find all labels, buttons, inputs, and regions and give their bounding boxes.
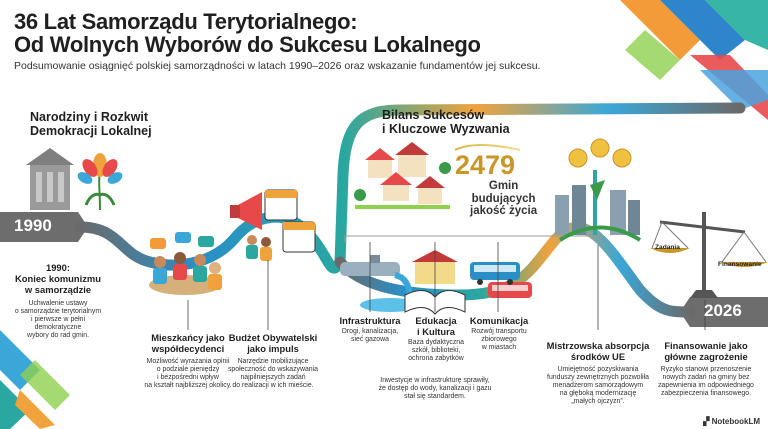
milestone-residents: Mieszkańcy jako współdecydenci Możliwość wyrażania opinii o podziale pieniędzy i bezpośredni wpływ na kształt najbliższej okolicy.	[144, 332, 232, 389]
corner-shapes-bottom-left	[0, 330, 70, 429]
stat-number: 2479	[455, 150, 516, 180]
eu-funds-city-icon	[555, 139, 640, 240]
brand-label: ▞ NotebookLM	[703, 417, 760, 426]
milestone-1990: 1990: Koniec komunizmu w samorządzie Uchwalenie ustawy o samorządzie terytorialnym i pierwsze w pełni demokratyczne wybory do rad gmin.	[14, 262, 102, 339]
corner-shapes-top-right	[620, 0, 768, 120]
milestone-eu-funds: Mistrzowska absorpcja środków UE Umiejętność pozyskiwania funduszy zewnętrznych pozwoliła menadżerom samorządowym na głęboką modernizację „małych ojczyzn”.	[546, 340, 650, 405]
section-heading-results: Bilans Sukcesów i Kluczowe Wyzwania	[382, 108, 510, 136]
town-houses-icon	[354, 142, 451, 209]
ruin-building-icon	[26, 148, 74, 210]
success-communication: Komunikacja Rozwój transportu zbiorowego w miastach	[469, 315, 529, 351]
milestone-financing-threat: Finansowanie jako główne zagrożenie Ryzyko stanowi przenoszenie nowych zadań na gminy bez zapewnienia im odpowiedniego zabezpieczenia finansowego.	[658, 340, 754, 397]
page-subtitle: Podsumowanie osiągnięć polskiej samorządności w latach 1990–2026 oraz wskazanie fundamentów jej sukcesu.	[14, 60, 541, 72]
page-title: 36 Lat Samorządu Terytorialnego: Od Wolnych Wyborów do Sukcesu Lokalnego	[14, 9, 481, 57]
stat-label: Gmin budujących jakość życia	[470, 180, 538, 217]
scale-label-tasks: Zadania	[655, 244, 680, 251]
scale-label-financing: Finansowanie	[718, 261, 762, 268]
year-end: 2026	[704, 301, 742, 320]
flower-icon	[76, 153, 125, 210]
community-group-icon	[246, 235, 272, 261]
year-start: 1990	[14, 216, 52, 235]
success-infrastructure: Infrastruktura Drogi, kanalizacja, sieć gazowa	[339, 315, 401, 343]
success-education: Edukacja i Kultura Baza dydaktyczna szkół, biblioteki, ochrona zabytków	[408, 315, 464, 362]
milestone-civic-budget: Budżet Obywatelski jako impuls Narzędzie mobilizujące społeczność do wskazywania najpilniejszych zadań do realizacji w ich mieście.	[227, 332, 318, 389]
infrastructure-note: Inwestycje w infrastrukturę sprawiły, że dostęp do wody, kanalizacji i gazu stał się standardem.	[378, 377, 492, 400]
section-heading-origins: Narodziny i Rozkwit Demokracji Lokalnej	[30, 110, 152, 138]
brand-icon: ▞	[703, 417, 712, 426]
balance-scale-icon	[650, 212, 768, 298]
